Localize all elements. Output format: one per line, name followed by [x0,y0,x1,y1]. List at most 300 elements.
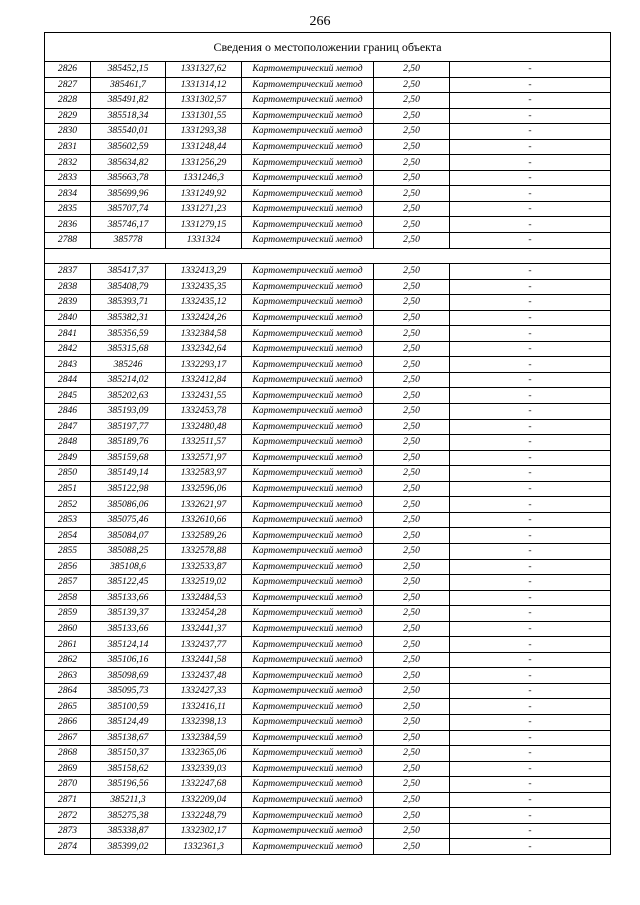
cell-point-number: 2848 [45,435,91,451]
cell-method: Картометрический метод [242,341,374,357]
cell-point-number: 2828 [45,93,91,109]
cell-method: Картометрический метод [242,606,374,622]
table-row [45,808,611,824]
cell-coord-y: 1332480,48 [166,419,242,435]
cell-coord-y: 1331293,38 [166,124,242,140]
cell-coord-y: 1331248,44 [166,139,242,155]
cell-method: Картометрический метод [242,170,374,186]
cell-accuracy: 2,50 [374,714,450,730]
cell-method: Картометрический метод [242,310,374,326]
cell-description: - [450,652,611,668]
cell-coord-y: 1332596,06 [166,481,242,497]
cell-method: Картометрический метод [242,714,374,730]
table-row [45,186,611,202]
cell-coord-y: 1332610,66 [166,512,242,528]
cell-description: - [450,139,611,155]
cell-description: - [450,543,611,559]
cell-coord-x: 385663,78 [91,170,166,186]
table-row [45,792,611,808]
cell-method: Картометрический метод [242,62,374,78]
table-row [45,839,611,855]
cell-coord-x: 385084,07 [91,528,166,544]
table-title: Сведения о местоположении границ объекта [45,33,611,62]
cell-accuracy: 2,50 [374,77,450,93]
cell-coord-x: 385100,59 [91,699,166,715]
cell-point-number: 2840 [45,310,91,326]
cell-description: - [450,388,611,404]
cell-coord-x: 385075,46 [91,512,166,528]
table-row [45,295,611,311]
cell-description: - [450,326,611,342]
cell-point-number: 2856 [45,559,91,575]
cell-description: - [450,62,611,78]
cell-coord-x: 385086,06 [91,497,166,513]
cell-accuracy: 2,50 [374,326,450,342]
cell-description: - [450,170,611,186]
cell-coord-y: 1332342,64 [166,341,242,357]
cell-coord-y: 1332431,55 [166,388,242,404]
cell-point-number: 2847 [45,419,91,435]
cell-point-number: 2830 [45,124,91,140]
cell-coord-y: 1331327,62 [166,62,242,78]
cell-coord-x: 385461,7 [91,77,166,93]
cell-coord-x: 385088,25 [91,543,166,559]
table-row [45,124,611,140]
cell-accuracy: 2,50 [374,808,450,824]
cell-coord-y: 1332424,26 [166,310,242,326]
cell-point-number: 2853 [45,512,91,528]
cell-coord-y: 1332413,29 [166,264,242,280]
table-row [45,139,611,155]
table-row [45,264,611,280]
cell-method: Картометрический метод [242,808,374,824]
cell-coord-x: 385399,02 [91,839,166,855]
cell-coord-y: 1332416,11 [166,699,242,715]
table-row [45,575,611,591]
cell-point-number: 2859 [45,606,91,622]
cell-accuracy: 2,50 [374,404,450,420]
cell-accuracy: 2,50 [374,466,450,482]
cell-method: Картометрический метод [242,730,374,746]
cell-method: Картометрический метод [242,668,374,684]
cell-point-number: 2860 [45,621,91,637]
cell-coord-y: 1332621,97 [166,497,242,513]
table-row [45,699,611,715]
cell-method: Картометрический метод [242,326,374,342]
cell-accuracy: 2,50 [374,730,450,746]
cell-coord-x: 385214,02 [91,372,166,388]
cell-coord-y: 1332365,06 [166,746,242,762]
cell-point-number: 2836 [45,217,91,233]
cell-description: - [450,730,611,746]
table-row [45,714,611,730]
cell-coord-x: 385106,16 [91,652,166,668]
cell-point-number: 2872 [45,808,91,824]
cell-description: - [450,341,611,357]
table-row [45,155,611,171]
cell-point-number: 2831 [45,139,91,155]
boundary-coordinates-table [44,32,611,855]
table-row [45,62,611,78]
cell-accuracy: 2,50 [374,201,450,217]
cell-method: Картометрический метод [242,792,374,808]
cell-coord-x: 385417,37 [91,264,166,280]
table-row [45,170,611,186]
cell-accuracy: 2,50 [374,792,450,808]
cell-description: - [450,668,611,684]
cell-method: Картометрический метод [242,699,374,715]
cell-coord-x: 385746,17 [91,217,166,233]
cell-description: - [450,77,611,93]
cell-accuracy: 2,50 [374,341,450,357]
cell-method: Картометрический метод [242,77,374,93]
cell-method: Картометрический метод [242,652,374,668]
cell-point-number: 2827 [45,77,91,93]
cell-accuracy: 2,50 [374,528,450,544]
cell-accuracy: 2,50 [374,93,450,109]
cell-method: Картометрический метод [242,481,374,497]
table-row [45,388,611,404]
cell-coord-y: 1331271,23 [166,201,242,217]
cell-accuracy: 2,50 [374,777,450,793]
cell-coord-y: 1332571,97 [166,450,242,466]
cell-coord-x: 385095,73 [91,683,166,699]
cell-method: Картометрический метод [242,388,374,404]
cell-method: Картометрический метод [242,575,374,591]
cell-method: Картометрический метод [242,528,374,544]
cell-point-number: 2867 [45,730,91,746]
cell-point-number: 2861 [45,637,91,653]
cell-description: - [450,310,611,326]
cell-coord-x: 385193,09 [91,404,166,420]
cell-method: Картометрический метод [242,777,374,793]
cell-point-number: 2873 [45,823,91,839]
cell-point-number: 2839 [45,295,91,311]
cell-method: Картометрический метод [242,637,374,653]
cell-point-number: 2857 [45,575,91,591]
cell-description: - [450,839,611,855]
cell-method: Картометрический метод [242,93,374,109]
cell-description: - [450,528,611,544]
table-title-row [45,33,611,62]
table-row [45,108,611,124]
table-row [45,279,611,295]
cell-description: - [450,714,611,730]
cell-accuracy: 2,50 [374,264,450,280]
cell-coord-x: 385202,63 [91,388,166,404]
cell-coord-y: 1331301,55 [166,108,242,124]
cell-description: - [450,279,611,295]
table-body [45,33,611,855]
cell-description: - [450,637,611,653]
table-row [45,637,611,653]
cell-coord-x: 385315,68 [91,341,166,357]
cell-point-number: 2862 [45,652,91,668]
table-row [45,823,611,839]
cell-coord-y: 1331279,15 [166,217,242,233]
cell-accuracy: 2,50 [374,62,450,78]
table-row [45,404,611,420]
table-row [45,233,611,249]
cell-description: - [450,155,611,171]
cell-accuracy: 2,50 [374,139,450,155]
table-row [45,761,611,777]
table-row [45,543,611,559]
cell-description: - [450,746,611,762]
cell-coord-x: 385634,82 [91,155,166,171]
cell-point-number: 2842 [45,341,91,357]
table-row [45,528,611,544]
cell-accuracy: 2,50 [374,481,450,497]
cell-coord-x: 385408,79 [91,279,166,295]
cell-point-number: 2837 [45,264,91,280]
cell-coord-x: 385491,82 [91,93,166,109]
cell-coord-x: 385540,01 [91,124,166,140]
cell-coord-x: 385246 [91,357,166,373]
cell-point-number: 2835 [45,201,91,217]
cell-description: - [450,124,611,140]
cell-description: - [450,217,611,233]
table-row [45,730,611,746]
cell-coord-y: 1332384,58 [166,326,242,342]
table-row [45,512,611,528]
cell-coord-x: 385197,77 [91,419,166,435]
cell-coord-y: 1332339,03 [166,761,242,777]
cell-coord-y: 1332441,58 [166,652,242,668]
table-row [45,93,611,109]
cell-accuracy: 2,50 [374,310,450,326]
cell-coord-y: 1332247,68 [166,777,242,793]
cell-coord-x: 385356,59 [91,326,166,342]
table-row [45,217,611,233]
cell-accuracy: 2,50 [374,186,450,202]
cell-accuracy: 2,50 [374,497,450,513]
cell-coord-y: 1331324 [166,233,242,249]
cell-point-number: 2834 [45,186,91,202]
cell-method: Картометрический метод [242,839,374,855]
cell-description: - [450,761,611,777]
cell-coord-x: 385108,6 [91,559,166,575]
table-row [45,621,611,637]
cell-coord-y: 1332435,35 [166,279,242,295]
cell-coord-x: 385139,37 [91,606,166,622]
cell-coord-x: 385098,69 [91,668,166,684]
cell-description: - [450,777,611,793]
cell-coord-x: 385138,67 [91,730,166,746]
cell-description: - [450,201,611,217]
cell-description: - [450,435,611,451]
cell-coord-y: 1332248,79 [166,808,242,824]
cell-accuracy: 2,50 [374,543,450,559]
cell-coord-x: 385133,66 [91,621,166,637]
cell-coord-y: 1332398,13 [166,714,242,730]
table-row [45,201,611,217]
table-row [45,683,611,699]
table-row [45,372,611,388]
cell-description: - [450,466,611,482]
cell-coord-y: 1332209,04 [166,792,242,808]
cell-accuracy: 2,50 [374,590,450,606]
cell-method: Картометрический метод [242,404,374,420]
cell-description: - [450,512,611,528]
cell-method: Картометрический метод [242,761,374,777]
cell-description: - [450,559,611,575]
cell-description: - [450,590,611,606]
cell-coord-y: 1331256,29 [166,155,242,171]
cell-method: Картометрический метод [242,683,374,699]
cell-point-number: 2852 [45,497,91,513]
cell-method: Картометрический метод [242,295,374,311]
cell-coord-x: 385124,14 [91,637,166,653]
cell-coord-y: 1332437,77 [166,637,242,653]
cell-method: Картометрический метод [242,264,374,280]
cell-coord-x: 385189,76 [91,435,166,451]
cell-method: Картометрический метод [242,108,374,124]
cell-coord-x: 385778 [91,233,166,249]
cell-coord-y: 1332435,12 [166,295,242,311]
cell-method: Картометрический метод [242,497,374,513]
cell-method: Картометрический метод [242,559,374,575]
cell-method: Картометрический метод [242,419,374,435]
cell-point-number: 2858 [45,590,91,606]
cell-coord-y: 1332302,17 [166,823,242,839]
table-row [45,435,611,451]
cell-point-number: 2855 [45,543,91,559]
cell-method: Картометрический метод [242,435,374,451]
cell-coord-x: 385133,66 [91,590,166,606]
cell-description: - [450,792,611,808]
cell-accuracy: 2,50 [374,170,450,186]
cell-description: - [450,621,611,637]
cell-method: Картометрический метод [242,621,374,637]
cell-accuracy: 2,50 [374,761,450,777]
cell-point-number: 2829 [45,108,91,124]
cell-coord-x: 385393,71 [91,295,166,311]
cell-accuracy: 2,50 [374,233,450,249]
cell-method: Картометрический метод [242,372,374,388]
cell-accuracy: 2,50 [374,606,450,622]
boundary-table-container [44,32,610,855]
cell-method: Картометрический метод [242,746,374,762]
cell-method: Картометрический метод [242,543,374,559]
cell-coord-y: 1332453,78 [166,404,242,420]
cell-method: Картометрический метод [242,233,374,249]
cell-accuracy: 2,50 [374,435,450,451]
cell-method: Картометрический метод [242,357,374,373]
table-row [45,481,611,497]
cell-point-number: 2851 [45,481,91,497]
cell-coord-x: 385124,49 [91,714,166,730]
cell-coord-y: 1332519,02 [166,575,242,591]
cell-accuracy: 2,50 [374,839,450,855]
cell-accuracy: 2,50 [374,279,450,295]
group-separator-row [45,248,611,264]
cell-point-number: 2869 [45,761,91,777]
cell-accuracy: 2,50 [374,823,450,839]
cell-accuracy: 2,50 [374,575,450,591]
cell-coord-x: 385602,59 [91,139,166,155]
cell-description: - [450,808,611,824]
cell-method: Картометрический метод [242,466,374,482]
cell-accuracy: 2,50 [374,512,450,528]
table-row [45,326,611,342]
table-row [45,419,611,435]
cell-point-number: 2863 [45,668,91,684]
cell-point-number: 2844 [45,372,91,388]
cell-description: - [450,450,611,466]
cell-point-number: 2838 [45,279,91,295]
table-row [45,357,611,373]
cell-accuracy: 2,50 [374,699,450,715]
cell-accuracy: 2,50 [374,652,450,668]
cell-method: Картометрический метод [242,823,374,839]
table-row [45,746,611,762]
cell-coord-y: 1332437,48 [166,668,242,684]
cell-coord-y: 1332511,57 [166,435,242,451]
cell-coord-x: 385159,68 [91,450,166,466]
table-row [45,450,611,466]
cell-point-number: 2864 [45,683,91,699]
cell-coord-y: 1331249,92 [166,186,242,202]
cell-method: Картометрический метод [242,124,374,140]
table-row [45,590,611,606]
cell-accuracy: 2,50 [374,108,450,124]
cell-accuracy: 2,50 [374,155,450,171]
cell-accuracy: 2,50 [374,668,450,684]
cell-description: - [450,295,611,311]
cell-accuracy: 2,50 [374,372,450,388]
cell-coord-x: 385196,56 [91,777,166,793]
cell-description: - [450,186,611,202]
cell-coord-x: 385338,87 [91,823,166,839]
cell-coord-x: 385275,38 [91,808,166,824]
cell-method: Картометрический метод [242,217,374,233]
cell-accuracy: 2,50 [374,621,450,637]
cell-coord-y: 1332454,28 [166,606,242,622]
cell-coord-x: 385149,14 [91,466,166,482]
cell-point-number: 2845 [45,388,91,404]
cell-point-number: 2865 [45,699,91,715]
cell-description: - [450,108,611,124]
cell-coord-y: 1332427,33 [166,683,242,699]
cell-description: - [450,699,611,715]
cell-point-number: 2841 [45,326,91,342]
cell-coord-y: 1331302,57 [166,93,242,109]
cell-coord-y: 1332533,87 [166,559,242,575]
table-row [45,310,611,326]
cell-coord-y: 1332484,53 [166,590,242,606]
cell-coord-x: 385699,96 [91,186,166,202]
cell-accuracy: 2,50 [374,357,450,373]
group-separator-cell [45,248,611,264]
cell-accuracy: 2,50 [374,419,450,435]
cell-point-number: 2850 [45,466,91,482]
cell-method: Картометрический метод [242,155,374,171]
table-row [45,668,611,684]
cell-coord-x: 385707,74 [91,201,166,217]
cell-description: - [450,606,611,622]
cell-description: - [450,497,611,513]
cell-coord-x: 385382,31 [91,310,166,326]
cell-accuracy: 2,50 [374,295,450,311]
cell-description: - [450,357,611,373]
cell-accuracy: 2,50 [374,559,450,575]
cell-coord-y: 1332589,26 [166,528,242,544]
cell-coord-y: 1332578,88 [166,543,242,559]
cell-point-number: 2866 [45,714,91,730]
cell-accuracy: 2,50 [374,388,450,404]
cell-method: Картометрический метод [242,450,374,466]
